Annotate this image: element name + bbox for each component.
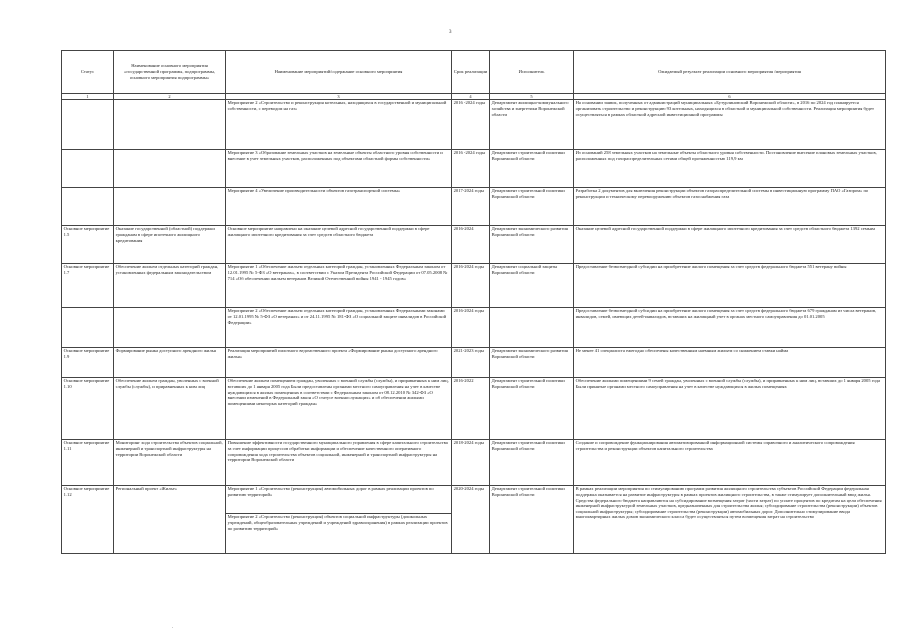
program-cell: Формирование рынка доступного арендного жилья bbox=[114, 347, 226, 377]
status-cell: Основное мероприятие 1.7 bbox=[62, 263, 114, 307]
program-cell: Обеспечение жильем отдельных категорий граждан, установленных федеральным законодательством bbox=[114, 263, 226, 307]
executor-cell: Департамент строительной политики Воронежской области bbox=[490, 485, 574, 553]
period-cell: 2021-2023 годы bbox=[452, 347, 490, 377]
plan-table bbox=[61, 50, 886, 554]
measure-cell: Мероприятие 2 «Обеспечение жильем отдельных категорий граждан, установленных Федеральными законами от 12.01.1995 № 5-ФЗ «О ветеранах» и от 24.11.1995 № 181-ФЗ «О социальной защите инвалидов в Российской Федерации» bbox=[226, 307, 452, 347]
program-cell bbox=[114, 307, 226, 347]
program-cell: Региональный проект «Жилье» bbox=[114, 485, 226, 553]
result-cell: Предоставление безвозмездной субсидии на приобретение жилого помещения за счет средств федерального бюджета 551 ветерану войны bbox=[574, 263, 886, 307]
program-cell: Оказание государственной (областной) поддержки гражданам в сфере ипотечного жилищного кредитования bbox=[114, 225, 226, 263]
table-row bbox=[62, 187, 886, 225]
measure-cell: Мероприятие 2 «Строительство и реконструкция котельных, находящихся в государственной и муниципальной собственности, с переводом на газ» bbox=[226, 99, 452, 149]
executor-cell: Департамент жилищно-коммунального хозяйства и энергетики Воронежской области bbox=[490, 99, 574, 149]
measure-cell: Мероприятие 4 «Увеличение производительности объектов газотранспортной системы» bbox=[226, 187, 452, 225]
header-period: Срок реализации bbox=[452, 51, 490, 94]
column-number: 3 bbox=[226, 93, 452, 99]
measure-cell: Мероприятие 2 «Строительство (реконструкция) объектов социальной инфраструктуры (дошкольных учреждений, общеобразовательных учреждений и учреждений здравоохранения) в рамках реализации проектов по развитию территорий» bbox=[226, 513, 452, 553]
status-cell: Основное мероприятие 1.12 bbox=[62, 485, 114, 553]
program-cell bbox=[114, 187, 226, 225]
table-header-row bbox=[62, 51, 886, 94]
program-cell bbox=[114, 99, 226, 149]
column-number: 1 bbox=[62, 93, 114, 99]
table-row bbox=[62, 263, 886, 307]
period-cell: 2017-2024 годы bbox=[452, 187, 490, 225]
program-cell bbox=[114, 149, 226, 187]
result-cell: Не менее 41 специалиста ежегодно обеспечены качественным наемным жильем со снижением ставки найма bbox=[574, 347, 886, 377]
executor-cell: Департамент экономического развития Воронежской области bbox=[490, 347, 574, 377]
measure-cell: Обеспечение жильем помещением граждан, уволенных с военной службы (службы), и приравненных к ним лиц, вставших до 1 января 2005 года Были предоставлены органами местного самоуправления на учет в качестве нуждающихся в жилых помещениях в соответствии с Федеральным законом от 08.12.2010 № 342-ФЗ «О внесении изменений в Федеральный закон «О статусе военнослужащих» и об обеспечении жилыми помещениями некоторых категорий граждан» bbox=[226, 377, 452, 439]
table-row bbox=[62, 347, 886, 377]
table-row bbox=[62, 377, 886, 439]
program-cell: Мониторинг хода строительства объектов социальной, инженерной и транспортной инфраструктуры на территории Воронежской области bbox=[114, 439, 226, 485]
plan-table-container bbox=[61, 50, 886, 554]
executor-cell: Департамент экономического развития Воронежской области bbox=[490, 225, 574, 263]
executor-cell: Департамент строительной политики Воронежской области bbox=[490, 377, 574, 439]
period-cell: 2018-2024 годы bbox=[452, 439, 490, 485]
status-cell bbox=[62, 99, 114, 149]
table-row bbox=[62, 99, 886, 149]
result-cell: Создание и сопровождение функционирования автоматизированной информационной системы справочного и аналитического сопровождения строительства и реконструкции объектов капитального строительства bbox=[574, 439, 886, 485]
executor-cell: Департамент строительной политики Воронежской области bbox=[490, 187, 574, 225]
status-cell: Основное мероприятие 1.11 bbox=[62, 439, 114, 485]
header-executor: Исполнитель bbox=[490, 51, 574, 94]
result-cell: Из оснований 258 земельных участков на земельные объекты областного уровня собственности. Постановление внесение плановых земельных участков, расположенных под газораспределительных сетями общей протяженностью 119,9 км bbox=[574, 149, 886, 187]
column-number: 6 bbox=[574, 93, 886, 99]
status-cell bbox=[62, 307, 114, 347]
measure-cell: Мероприятие 1 «Обеспечение жильем отдельных категорий граждан, установленных Федеральным законом от 12.01.1995 № 5-ФЗ «О ветеранах», в соответствии с Указом Президента Российской Федерации от 07.05.2008 № 714 «Об обеспечении жильем ветеранов Великой Отечественной войны 1941 - 1945 годов» bbox=[226, 263, 452, 307]
result-cell: Оказание целевой адресной государственной поддержки в сфере жилищного ипотечного кредитования за счет средств областного бюджета 1392 семьям bbox=[574, 225, 886, 263]
header-program: Наименование основного мероприятия «государственной программы, подпрограммы, основного мероприятия подпрограммы» bbox=[114, 51, 226, 94]
program-cell: Обеспечение жильем граждан, уволенных с военной службы (службы), и приравненных к ним лиц bbox=[114, 377, 226, 439]
column-number: 4 bbox=[452, 93, 490, 99]
column-number: 2 bbox=[114, 93, 226, 99]
result-cell: Обеспечение жилыми помещениями 9 семей граждан, уволенных с военной службы (службы), и приравненных к ним лиц, вставших до 1 января 2005 года Были принятые органами местного самоуправления на учет в качестве нуждающихся в жилых помещениях bbox=[574, 377, 886, 439]
page-number: 3 bbox=[449, 30, 452, 35]
table-row bbox=[62, 149, 886, 187]
measure-cell: Повышение эффективности государственного муниципального управления в сфере капитального строительства за счет информации процессов обработки информации и обеспечение качественного оперативного сопровождения хода строительства объектов социальной, инженерной и транспортной инфраструктуры на территории Воронежской области bbox=[226, 439, 452, 485]
period-cell: 2016-2022 bbox=[452, 377, 490, 439]
result-cell: Разработка 2 документов для включения реконструкции объектов газораспределительной системы в инвестиционную программу ПАО «Газпром» по реконструкции и техническому перевооружению объектов газоснабжения газа bbox=[574, 187, 886, 225]
period-cell: 2020-2024 годы bbox=[452, 485, 490, 553]
header-measure: Наименование мероприятий/содержание основного мероприятия bbox=[226, 51, 452, 94]
result-cell: Предоставление безвозмездной субсидии на приобретение жилого помещения за счет средств федерального бюджета 679 гражданам из числа ветеранов, инвалидов, семей, имеющих детей-инвалидов, вставших на жилищный учет в органах местного самоуправления до 01.01.2005 bbox=[574, 307, 886, 347]
status-cell bbox=[62, 187, 114, 225]
result-cell: На основании заявок, полученных от администраций муниципальных «Бутурлиновский Воронежской области», в 2016 по 2024 год планируется организовать строительство и реконструкцию 93 котельных, находящихся в областной и муниципальной собственности. Реализация мероприятия будет осуществляться в рамках областной адресной инвестиционной программы bbox=[574, 99, 886, 149]
table-row bbox=[62, 439, 886, 485]
measure-cell: Основное мероприятие направлено на оказание целевой адресной государственной поддержки в сфере жилищного ипотечного кредитования за счет средств областного бюджета bbox=[226, 225, 452, 263]
period-cell: 2016 -2024 годы bbox=[452, 149, 490, 187]
measure-cell: Мероприятие 1 «Строительство (реконструкция) автомобильных дорог в рамках реализации проектов по развитию территорий» bbox=[226, 485, 452, 513]
status-cell: Основное мероприятие 1.5 bbox=[62, 225, 114, 263]
column-number: 5 bbox=[490, 93, 574, 99]
header-status: Статус bbox=[62, 51, 114, 94]
executor-cell: Департамент строительной политики Воронежской области bbox=[490, 439, 574, 485]
executor-cell: Департамент социальной защиты Воронежской области bbox=[490, 263, 574, 307]
table-row bbox=[62, 225, 886, 263]
executor-cell bbox=[490, 307, 574, 347]
measure-cell: Реализация мероприятий пилотного ведомственного проекта «Формирование рынка доступного арендного жилья» bbox=[226, 347, 452, 377]
period-cell: 2016-2024 годы bbox=[452, 307, 490, 347]
measure-cell: Мероприятие 3 «Образование земельных участков на земельные объекты областного уровня собственности и внесение в учет земельных участков, расположенных под объектами областной формы собственности» bbox=[226, 149, 452, 187]
status-cell: Основное мероприятие 1.10 bbox=[62, 377, 114, 439]
executor-cell: Департамент строительной политики Воронежской области bbox=[490, 149, 574, 187]
status-cell bbox=[62, 149, 114, 187]
table-row bbox=[62, 485, 886, 513]
period-cell: 2016-2024 bbox=[452, 225, 490, 263]
period-cell: 2016-2024 годы bbox=[452, 263, 490, 307]
header-result: Ожидаемый результат реализации основного мероприятия /мероприятия bbox=[574, 51, 886, 94]
period-cell: 2016 -2024 годы bbox=[452, 99, 490, 149]
footer-mark: . bbox=[172, 625, 174, 630]
table-row bbox=[62, 307, 886, 347]
status-cell: Основное мероприятие 1.9 bbox=[62, 347, 114, 377]
result-cell: В рамках реализации мероприятия по стимулированию программ развития жилищного строительства субъектов Российской Федерации федеральная поддержка оказывается на развитие инфраструктуры в рамках проектов жилищного строительства, в также стимулирует дополнительный ввод жилья. Средства федерального бюджета направляются на субсидирование возмещения затрат (части затрат) по уплате процентов по кредитам на цели обеспечения инженерной инфраструктурой земельных участков, предназначенных для строительства жилья; субсидирование строительства (реконструкции) объектов социальной инфраструктуры; субсидирование строительства (реконструкции) автомобильных дорог. Дополнительно стимулирование ввода многоквартирных жилых домов экономического класса будет осуществляться путем возмещения затрат на строительство bbox=[574, 485, 886, 553]
